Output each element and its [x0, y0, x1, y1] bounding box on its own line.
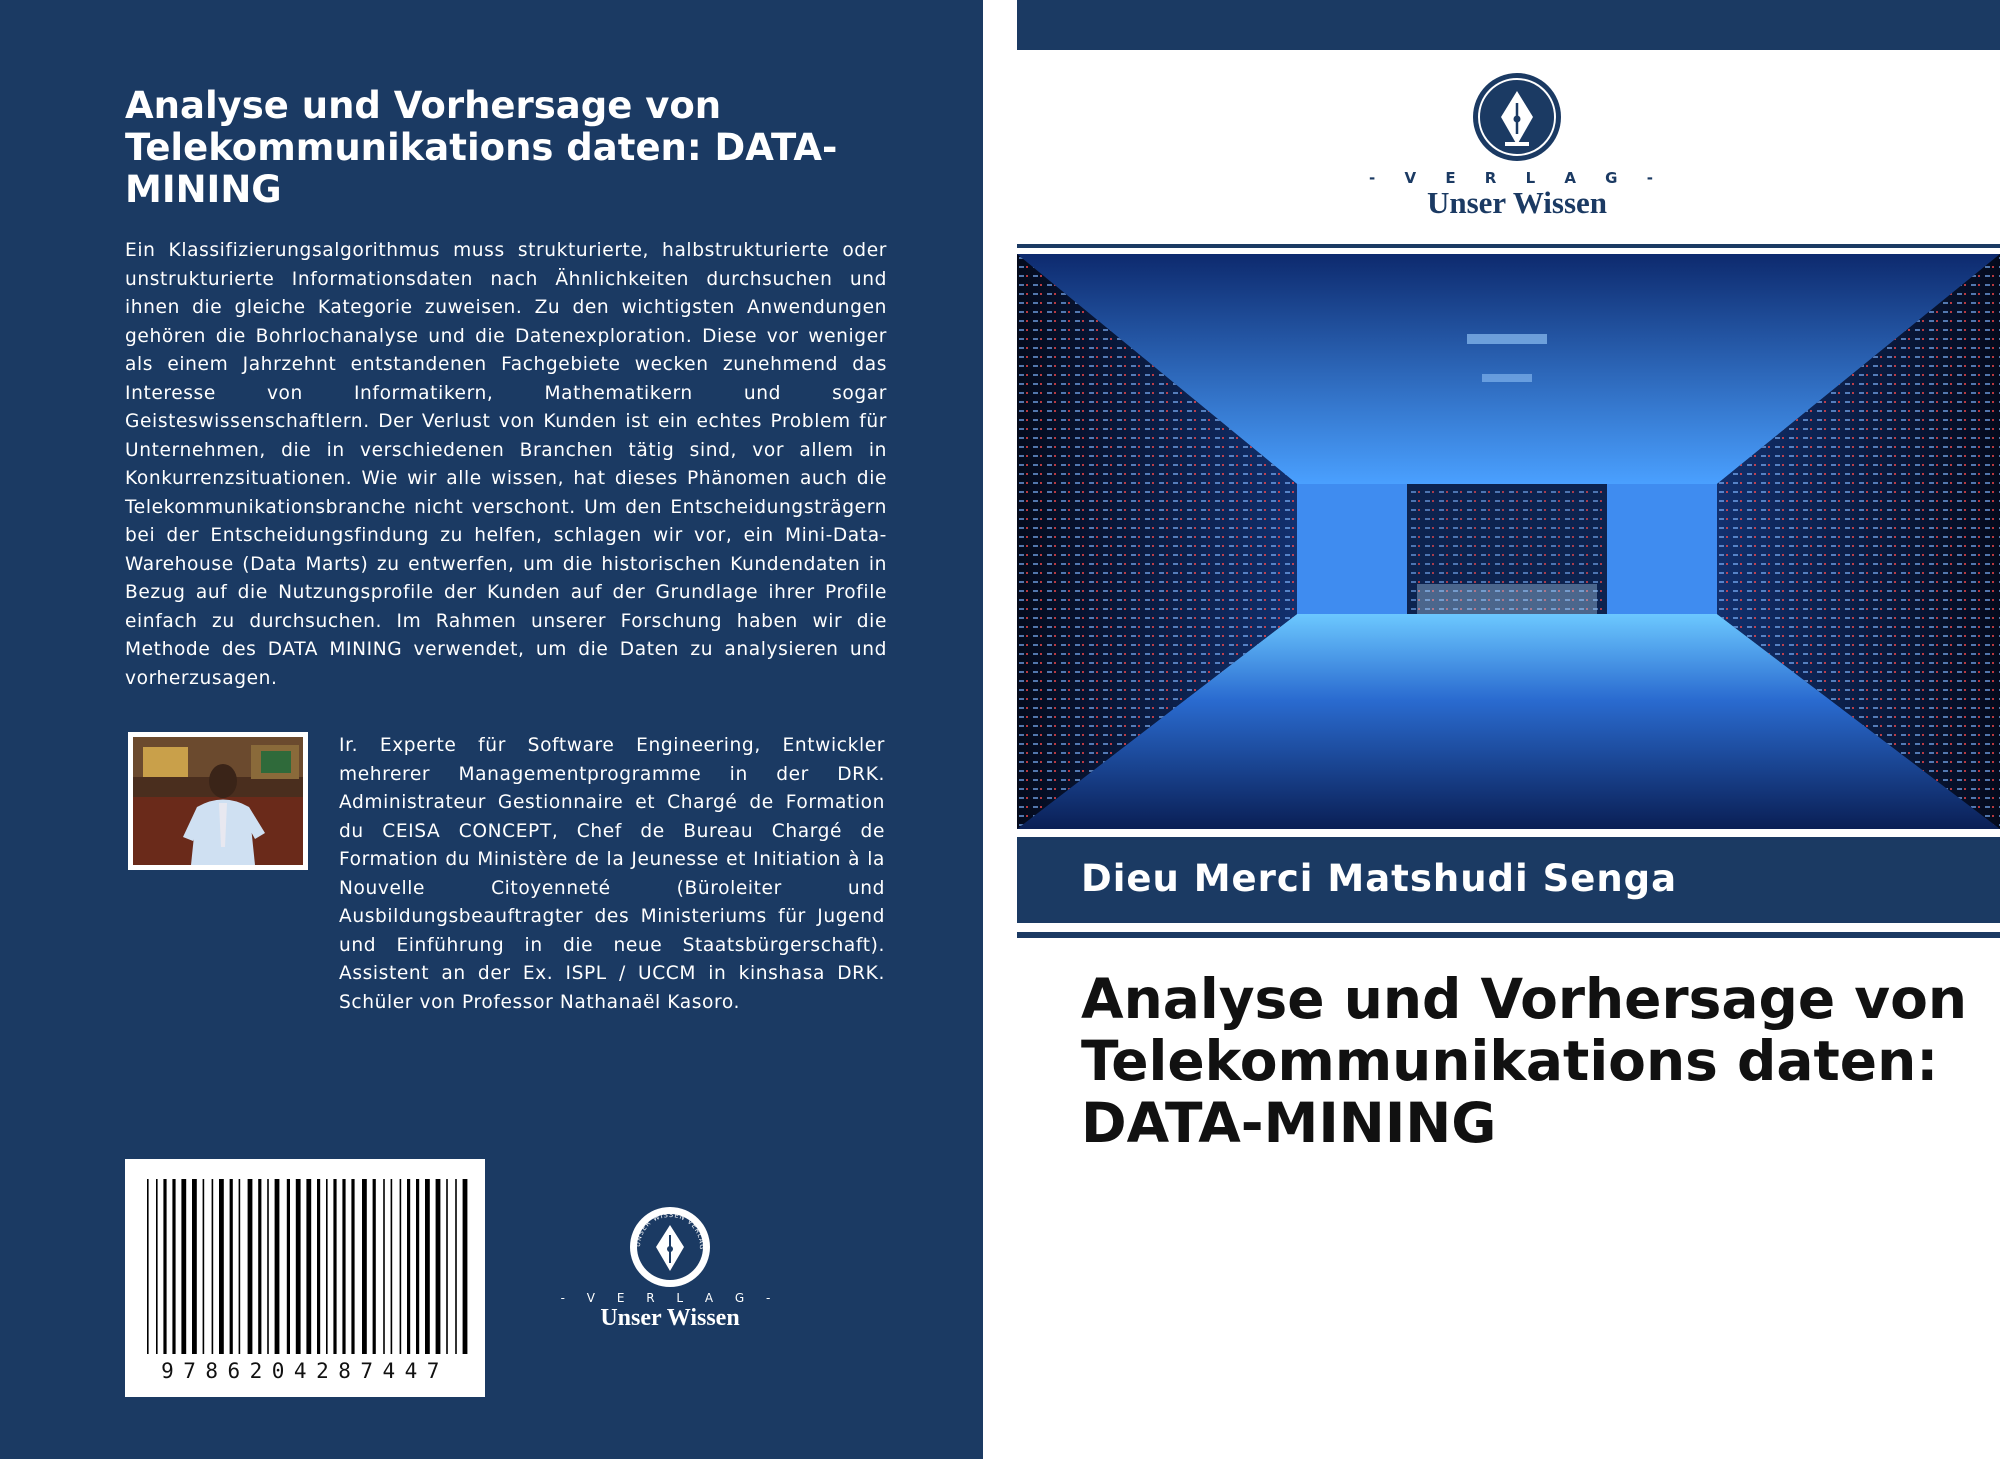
- back-publisher-logo: [560, 1205, 780, 1335]
- front-verlag-label: - V E R L A G -: [1369, 169, 1665, 187]
- front-cover-title: Analyse und Vorhersage von Telekommunikations daten: DATA-MINING: [1081, 967, 1968, 1155]
- back-cover-blurb: Ein Klassifizierungsalgorithmus muss strukturierte, halbstrukturierte oder unstrukturierte Informationsdaten nach Ähnlichkeiten durchsuchen und ihnen die gleiche Kategorie zuweisen. Zu den wichtigsten Anwendungen gehören die Bohrlochanalyse und die Datenexploration. Diese vor weniger als einem Jahrzehnt entstandenen Fachgebiete wecken zunehmend das Interesse von Informatikern, Mathematikern und sogar Geisteswissenschaftlern. Der Verlust von Kunden ist ein echtes Problem für Unternehmen, die in verschiedenen Branchen tätig sind, vor allem in Konkurrenzsituationen. Wie wir alle wissen, hat dieses Phänomen auch die Telekommunikationsbranche nicht verschont. Um den Entscheidungsträgern bei der Entscheidungsfindung zu helfen, schlagen wir vor, ein Mini-Data-Warehouse (Data Marts) zu entwerfen, um die historischen Kundendaten in Bezug auf die Nutzungsprofile der Kunden auf der Grundlage ihrer Profile einfach zu durchsuchen. Im Rahmen unserer Forschung haben wir die Methode des DATA MINING verwendet, um die Daten zu analysieren und vorherzusagen.: [125, 240, 887, 689]
- fountain-pen-nib-icon: [560, 1205, 780, 1289]
- server-room-image: [1017, 254, 2000, 829]
- front-publisher-name: Unser Wissen: [1426, 185, 1608, 220]
- author-name: Dieu Merci Matshudi Senga: [1081, 857, 1678, 900]
- author-band: [1017, 837, 2000, 923]
- author-bio: Ir. Experte für Software Engineering, Entwickler mehrerer Managementprogramme in der DRK. Administrateur Gestionnaire et Chargé de Formation du CEISA CONCEPT, Chef de Bureau Chargé de Formation du Ministère de la Jeunesse et Initiation à la Nouvelle Citoyenneté (Büroleiter und Ausbildungsbeauftragter des Ministeriums für Jugend und Einführung in die neue Staatsbürgerschaft). Assistent an der Ex. ISPL / UCCM in kinshasa DRK. Schüler von Professor Nathanaël Kasoro.: [339, 735, 885, 1013]
- spine: [983, 0, 1017, 1459]
- back-cover-title: Analyse und Vorhersage von Telekommunikations daten: DATA-MINING: [125, 84, 838, 211]
- isbn-number: 9786204287447: [161, 1359, 449, 1383]
- author-photo-image: [133, 737, 303, 865]
- author-photo: [128, 732, 308, 870]
- back-cover: [0, 0, 983, 1459]
- front-publisher-logo: [1367, 72, 1667, 222]
- barcode: [125, 1159, 485, 1397]
- back-verlag-label: - V E R L A G -: [560, 1291, 780, 1305]
- barcode-icon: [125, 1159, 485, 1359]
- top-band: [1017, 0, 2000, 50]
- back-publisher-name: Unser Wissen: [600, 1305, 740, 1331]
- image-top-rule: [1017, 244, 2000, 248]
- title-top-rule: [1017, 932, 2000, 938]
- seal-text: UNSER WISSEN VERLAG: [633, 1210, 707, 1251]
- front-cover: [1017, 0, 2000, 1459]
- fountain-pen-nib-icon: [1367, 72, 1667, 168]
